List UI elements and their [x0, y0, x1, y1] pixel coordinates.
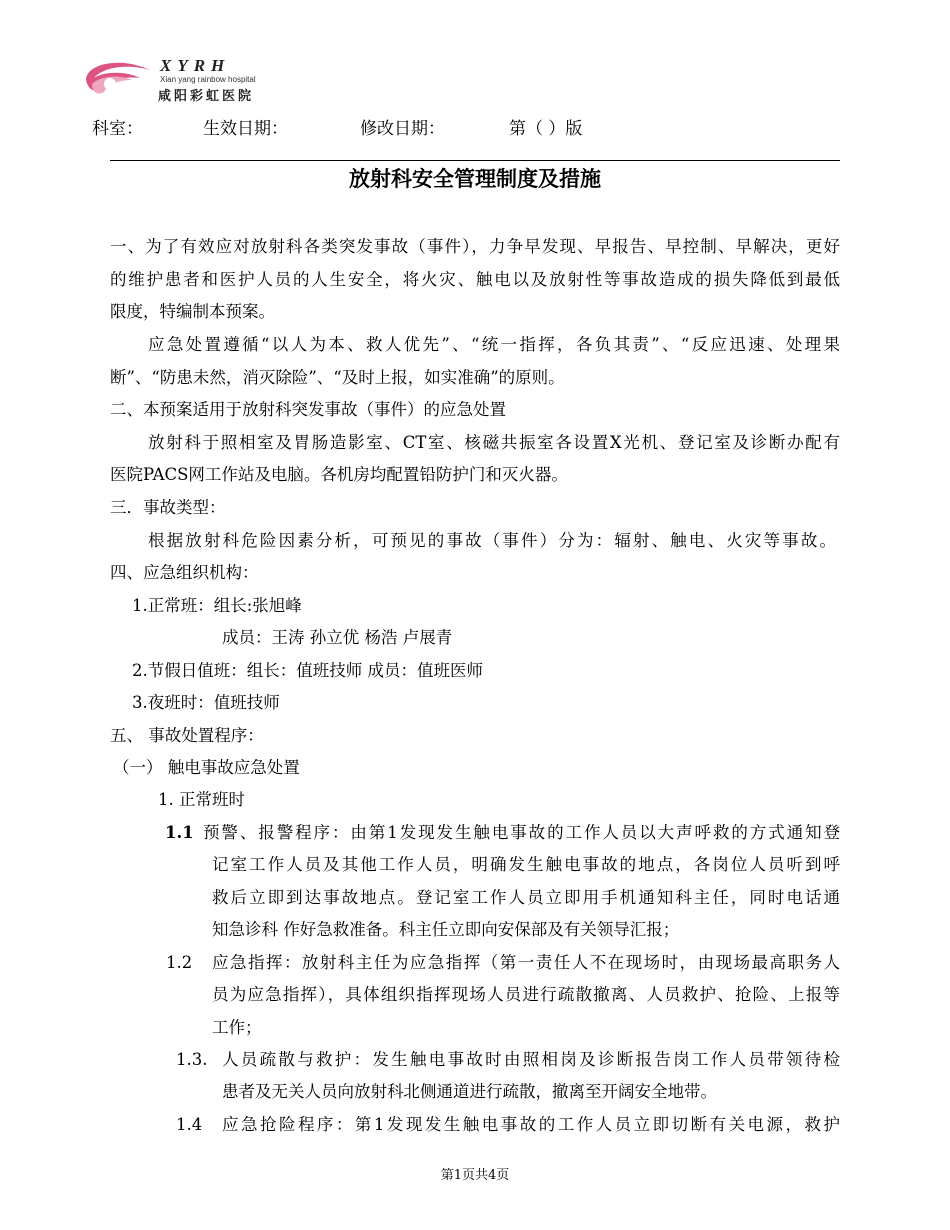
- org-holiday-shift: 2.节假日值班：组长：值班技师 成员：值班医师: [132, 661, 483, 680]
- para3-line2: 医院PACS网工作站及电脑。各机房均配置铅防护门和灭火器。: [110, 465, 568, 484]
- page-footer: 第1页共4页: [440, 1168, 510, 1183]
- hospital-logo: [80, 54, 290, 104]
- section-2-heading: 二、本预案适用于放射科突发事故（事件）的应急处置: [110, 400, 506, 419]
- document-title: 放射科安全管理制度及措施: [349, 167, 601, 191]
- item-1-1-line1: 预警、报警程序：由第1发现发生触电事故的工作人员以大声呼救的方式通知登: [203, 823, 840, 842]
- subsection-1-heading: （一） 触电事故应急处置: [113, 758, 300, 777]
- item-1-4-line1: 应急抢险程序：第1发现发生触电事故的工作人员立即切断有关电源，救护: [222, 1115, 840, 1134]
- logo-english-text: Xian yang rainbow hospital: [160, 75, 256, 84]
- item-1-1-line2: 记室工作人员及其他工作人员，明确发生触电事故的地点，各岗位人员听到呼: [212, 855, 840, 874]
- item-1-1-line4: 知急诊科 作好急救准备。科主任立即向安保部及有关领导汇报；: [212, 920, 680, 939]
- item-1-1-number: 1.1: [165, 823, 194, 842]
- section-5-heading: 五、 事故处置程序：: [110, 726, 264, 745]
- item-1-3-line1: 人员疏散与救护：发生触电事故时由照相岗及诊断报告岗工作人员带领待检: [222, 1050, 840, 1069]
- para1-line2: 的维护患者和医护人员的人生安全，将火灾、触电以及放射性等事故造成的损失降低到最低: [110, 270, 840, 289]
- para2-line1: 应急处置遵循“以人为本、救人优先”、“统一指挥，各负其责”、“反应迅速、处理果: [148, 335, 840, 354]
- section-4-heading: 四、应急组织机构：: [110, 563, 259, 582]
- item-1-4-number: 1.4: [176, 1115, 203, 1134]
- org-regular-shift: 1.正常班：组长:张旭峰: [132, 596, 302, 615]
- document-header: [0, 114, 950, 138]
- para4: 根据放射科危险因素分析，可预见的事故（事件）分为：辐射、触电、火灾等事故。: [148, 531, 836, 550]
- effective-date-label: 生效日期：: [203, 119, 288, 139]
- org-regular-members: 成员：王涛 孙立优 杨浩 卢展青: [222, 628, 453, 647]
- para2-line2: 断”、“防患未然，消灭除险”、“及时上报，如实准确”的原则。: [110, 368, 565, 387]
- logo-chinese-text: 咸阳彩虹医院: [158, 89, 255, 104]
- section-3-heading: 三．事故类型：: [110, 498, 226, 517]
- item-1-2-line2: 员为应急指挥），具体组织指挥现场人员进行疏散撤离、人员救护、抢险、上报等: [212, 985, 840, 1004]
- para3-line1: 放射科于照相室及胃肠造影室、CT室、核磁共振室各设置X光机、登记室及诊断办配有: [148, 433, 840, 452]
- item-1-3-number: 1.3.: [176, 1050, 208, 1069]
- item-1-2-line3: 工作；: [212, 1018, 262, 1037]
- header-divider: [110, 160, 840, 161]
- item-1-1-line3: 救后立即到达事故地点。登记室工作人员立即用手机通知科主任，同时电话通: [212, 888, 840, 907]
- rainbow-swirl-icon: [80, 54, 160, 100]
- revised-date-label: 修改日期：: [360, 119, 445, 139]
- item-1-heading: 1. 正常班时: [158, 790, 245, 809]
- item-1-2-number: 1.2: [166, 953, 193, 972]
- item-1-2-line1: 应急指挥：放射科主任为应急指挥（第一责任人不在现场时，由现场最高职务人: [212, 953, 840, 972]
- item-1-3-line2: 患者及无关人员向放射科北侧通道进行疏散，撤离至开阔安全地带。: [222, 1082, 717, 1101]
- edition-label: 第（ ）版: [509, 119, 583, 139]
- logo-latin-text: XYRH: [160, 56, 231, 75]
- para1-line3: 限度，特编制本预案。: [110, 302, 275, 321]
- dept-label: 科室：: [92, 119, 143, 139]
- para1-line1: 一、为了有效应对放射科各类突发事故（事件），力争早发现、早报告、早控制、早解决，更好: [110, 237, 840, 256]
- org-night-shift: 3.夜班时：值班技师: [132, 693, 280, 712]
